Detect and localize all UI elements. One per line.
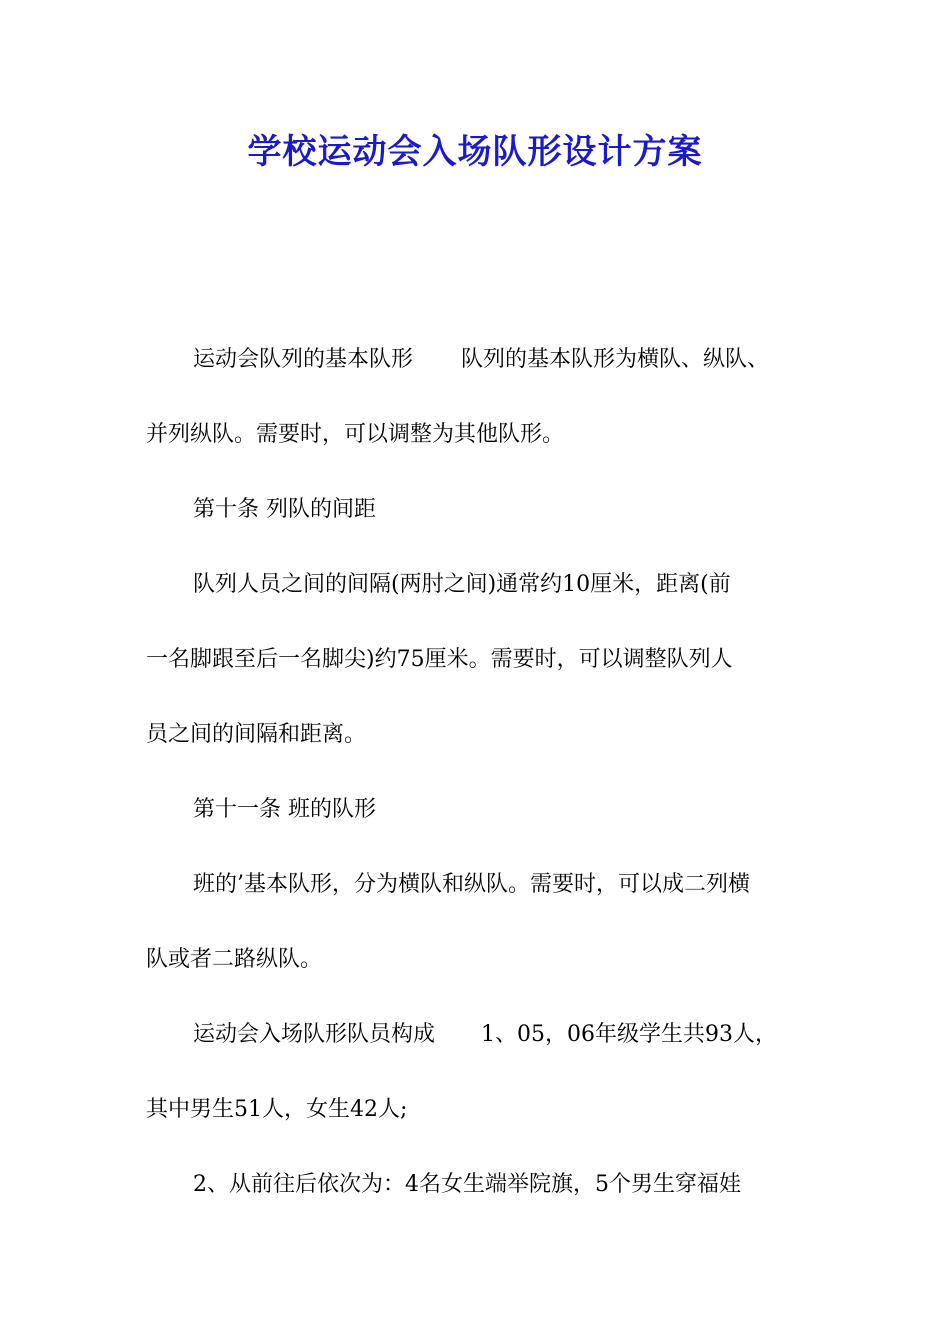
- paragraph-line: [193, 344, 769, 376]
- paragraph-line: 班的’基本队形，分为横队和纵队。需要时，可以成二列横: [193, 872, 750, 897]
- paragraph-line: [193, 1019, 777, 1051]
- paragraph-line: 队列人员之间的间隔(两肘之间)通常约10厘米，距离(前: [193, 572, 731, 597]
- paragraph-text: 1、05，06年级学生共93人，: [481, 1022, 777, 1047]
- paragraph-line: 其中男生51人，女生42人;: [146, 1097, 408, 1122]
- section-heading: 运动会入场队形队员构成: [193, 1022, 436, 1047]
- paragraph-line: 员之间的间隔和距离。: [146, 722, 367, 747]
- section-heading: 运动会队列的基本队形: [193, 347, 414, 372]
- paragraph-line: 2、从前往后依次为：4名女生端举院旗，5个男生穿福娃: [193, 1172, 741, 1197]
- article-heading: 第十一条 班的队形: [193, 797, 376, 822]
- paragraph-line: 并列纵队。需要时，可以调整为其他队形。: [146, 422, 565, 447]
- paragraph-line: 一名脚跟至后一名脚尖)约75厘米。需要时，可以调整队列人: [146, 647, 733, 672]
- paragraph-text: 队列的基本队形为横队、纵队、: [461, 347, 770, 372]
- paragraph-line: 队或者二路纵队。: [146, 947, 323, 972]
- article-heading: 第十条 列队的间距: [193, 497, 376, 522]
- document-title: 学校运动会入场队形设计方案: [247, 132, 703, 172]
